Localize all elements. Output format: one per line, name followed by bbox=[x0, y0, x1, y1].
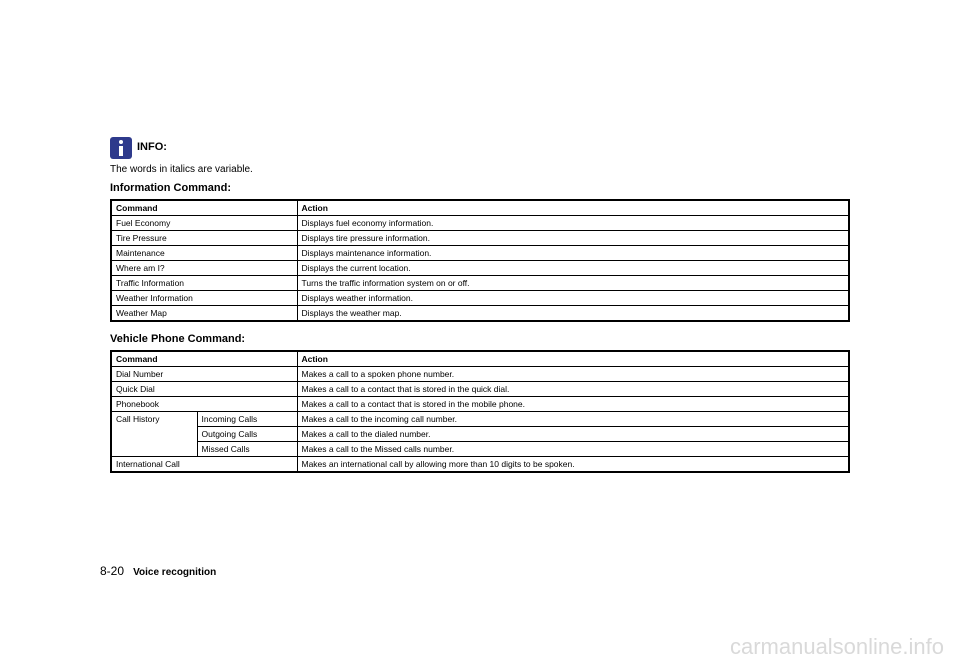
command-cell: Fuel Economy bbox=[111, 216, 297, 231]
command-cell: Where am I? bbox=[111, 261, 297, 276]
section-name: Voice recognition bbox=[133, 567, 217, 578]
table-row bbox=[111, 457, 849, 473]
table-header-row bbox=[111, 351, 849, 367]
table-row bbox=[111, 397, 849, 412]
action-cell: Turns the traffic information system on or off. bbox=[297, 276, 849, 291]
header-action: Action bbox=[297, 351, 849, 367]
action-cell: Makes a call to the incoming call number. bbox=[297, 412, 849, 427]
command-cell: Quick Dial bbox=[111, 382, 297, 397]
info-label: INFO: bbox=[137, 141, 167, 153]
table-row bbox=[111, 427, 849, 442]
command-cell: Tire Pressure bbox=[111, 231, 297, 246]
action-cell: Makes a call to a contact that is stored in the mobile phone. bbox=[297, 397, 849, 412]
header-command: Command bbox=[111, 351, 297, 367]
page-number: 8-20 bbox=[100, 564, 125, 578]
action-cell: Displays maintenance information. bbox=[297, 246, 849, 261]
command-cell: Traffic Information bbox=[111, 276, 297, 291]
table-row bbox=[111, 231, 849, 246]
command-cell: International Call bbox=[111, 457, 297, 473]
table-row bbox=[111, 382, 849, 397]
action-cell: Makes a call to a spoken phone number. bbox=[297, 367, 849, 382]
subcommand-cell: Outgoing Calls bbox=[197, 427, 297, 442]
information-command-title: Information Command: bbox=[110, 182, 231, 194]
action-cell: Displays the current location. bbox=[297, 261, 849, 276]
subcommand-cell: Incoming Calls bbox=[197, 412, 297, 427]
header-command: Command bbox=[111, 200, 297, 216]
table-row bbox=[111, 216, 849, 231]
vehicle-phone-command-title: Vehicle Phone Command: bbox=[110, 333, 246, 345]
command-cell: Weather Map bbox=[111, 306, 297, 322]
vehicle-phone-command-table bbox=[110, 350, 850, 473]
italics-note: The words in italics are variable. bbox=[110, 164, 253, 175]
table-row bbox=[111, 261, 849, 276]
table-row bbox=[111, 276, 849, 291]
table-header-row bbox=[111, 200, 849, 216]
action-cell: Makes a call to the Missed calls number. bbox=[297, 442, 849, 457]
command-cell: Phonebook bbox=[111, 397, 297, 412]
action-cell: Displays tire pressure information. bbox=[297, 231, 849, 246]
action-cell: Makes a call to a contact that is stored in the quick dial. bbox=[297, 382, 849, 397]
header-action: Action bbox=[297, 200, 849, 216]
command-cell: Weather Information bbox=[111, 291, 297, 306]
watermark: carmanualsonline.info bbox=[729, 634, 944, 659]
info-icon bbox=[110, 137, 132, 159]
table-row bbox=[111, 291, 849, 306]
table-row bbox=[111, 246, 849, 261]
action-cell: Displays the weather map. bbox=[297, 306, 849, 322]
table-row bbox=[111, 306, 849, 322]
action-cell: Makes a call to the dialed number. bbox=[297, 427, 849, 442]
command-cell: Maintenance bbox=[111, 246, 297, 261]
action-cell: Displays fuel economy information. bbox=[297, 216, 849, 231]
table-row bbox=[111, 442, 849, 457]
table-row bbox=[111, 412, 849, 427]
table-row bbox=[111, 367, 849, 382]
call-history-cell: Call History bbox=[111, 412, 197, 457]
subcommand-cell: Missed Calls bbox=[197, 442, 297, 457]
page-footer bbox=[100, 564, 216, 578]
information-command-table bbox=[110, 199, 850, 322]
action-cell: Displays weather information. bbox=[297, 291, 849, 306]
command-cell: Dial Number bbox=[111, 367, 297, 382]
action-cell: Makes an international call by allowing more than 10 digits to be spoken. bbox=[297, 457, 849, 473]
